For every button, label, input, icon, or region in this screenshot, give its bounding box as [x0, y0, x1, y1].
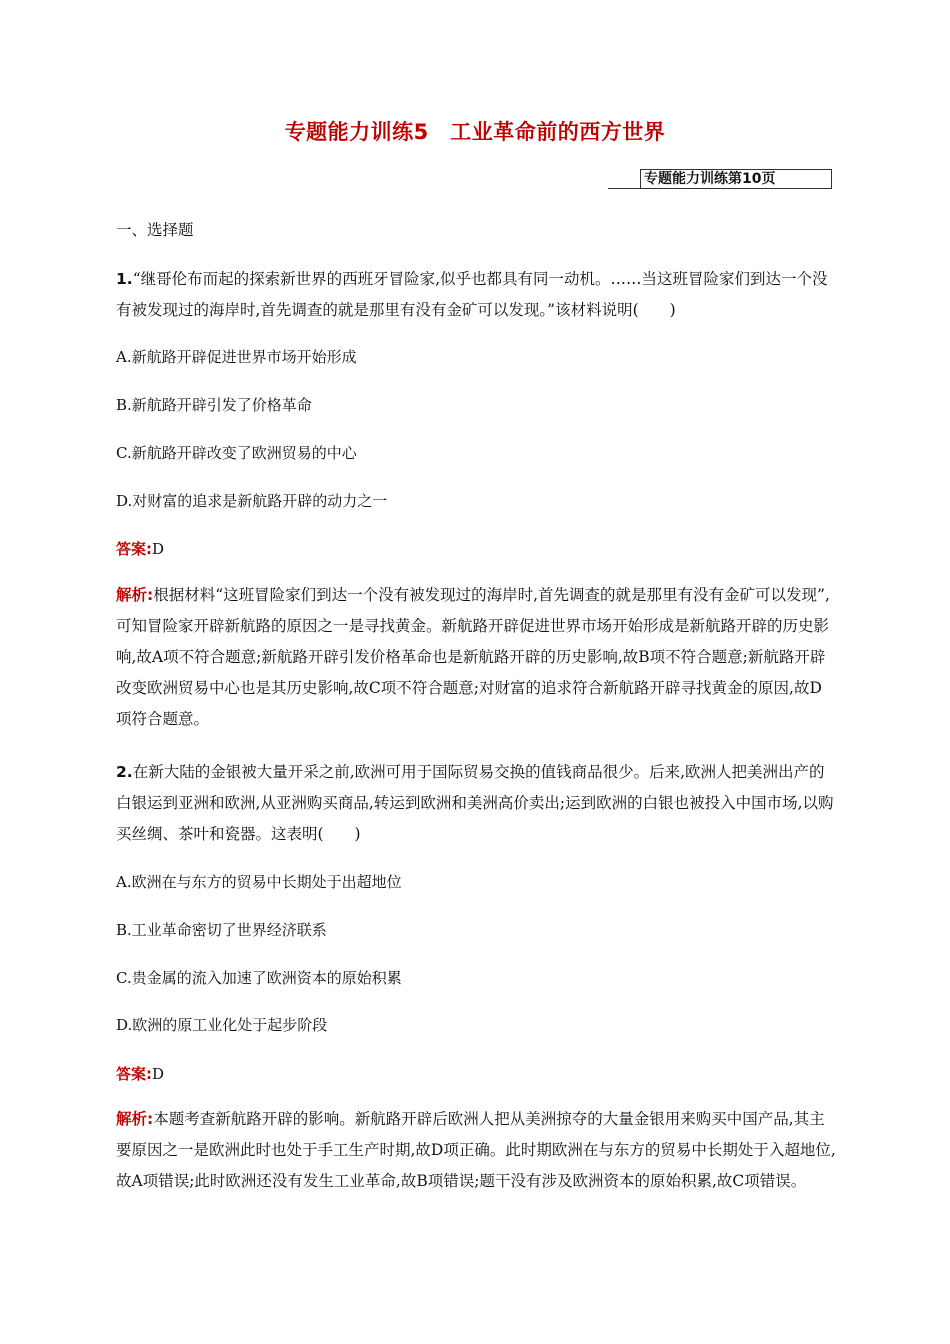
question-2-option-b: B.工业革命密切了世界经济联系: [116, 921, 327, 939]
section-heading: 一、选择题: [116, 221, 194, 239]
question-1-stem: [116, 264, 836, 326]
page-title: 专题能力训练5 工业革命前的西方世界: [284, 120, 666, 144]
analysis-label: 解析:: [116, 1110, 154, 1128]
question-1-answer: [116, 537, 164, 561]
answer-label: 答案:: [116, 540, 152, 558]
answer-value: D: [152, 1065, 165, 1083]
question-1-option-a: A.新航路开辟促进世界市场开始形成: [116, 348, 357, 366]
answer-value: D: [152, 540, 165, 558]
question-2-answer: [116, 1062, 164, 1086]
question-text: “继哥伦布而起的探索新世界的西班牙冒险家,似乎也都具有同一动机。……当这班冒险家们到达一个没有被发现过的海岸时,首先调查的就是那里有没有金矿可以发现。”该材料说明( ): [116, 270, 828, 319]
question-2-option-c: C.贵金属的流入加速了欧洲资本的原始积累: [116, 969, 402, 987]
question-1-option-d: D.对财富的追求是新航路开辟的动力之一: [116, 492, 388, 510]
analysis-text: 本题考查新航路开辟的影响。新航路开辟后欧洲人把从美洲掠夺的大量金银用来购买中国产品,其主要原因之一是欧洲此时也处于手工生产时期,故D项正确。此时期欧洲在与东方的贸易中长期处于入超地位,故A项错误;此时欧洲还没有发生工业革命,故B项错误;题干没有涉及欧洲资本的原始积累,故C项错误。: [116, 1110, 836, 1190]
question-2-option-d: D.欧洲的原工业化处于起步阶段: [116, 1016, 328, 1034]
question-2-analysis: [116, 1104, 836, 1197]
analysis-label: 解析:: [116, 586, 154, 604]
question-2-option-a: A.欧洲在与东方的贸易中长期处于出超地位: [116, 873, 402, 891]
analysis-text: 根据材料“这班冒险家们到达一个没有被发现过的海岸时,首先调查的就是那里有没有金矿可以发现”,可知冒险家开辟新航路的原因之一是寻找黄金。新航路开辟促进世界市场开始形成是新航路开辟的历史影响,故A项不符合题意;新航路开辟引发价格革命也是新航路开辟的历史影响,故B项不符合题意;新航路开辟改变欧洲贸易中心也是其历史影响,故C项不符合题意;对财富的追求符合新航路开辟寻找黄金的原因,故D项符合题意。: [116, 586, 830, 728]
page-reference-box: 专题能力训练第10页: [640, 169, 832, 189]
question-1-option-b: B.新航路开辟引发了价格革命: [116, 396, 312, 414]
page-ref-underline: [608, 188, 642, 189]
question-1-option-c: C.新航路开辟改变了欧洲贸易的中心: [116, 444, 357, 462]
question-number: 1.: [116, 270, 133, 288]
question-text: 在新大陆的金银被大量开采之前,欧洲可用于国际贸易交换的值钱商品很少。后来,欧洲人把美洲出产的白银运到亚洲和欧洲,从亚洲购买商品,转运到欧洲和美洲高价卖出;运到欧洲的白银也被投入中国市场,以购买丝绸、茶叶和瓷器。这表明( ): [116, 763, 834, 843]
question-1-analysis: [116, 580, 836, 735]
answer-label: 答案:: [116, 1065, 152, 1083]
question-2-stem: [116, 757, 836, 850]
question-number: 2.: [116, 763, 133, 781]
